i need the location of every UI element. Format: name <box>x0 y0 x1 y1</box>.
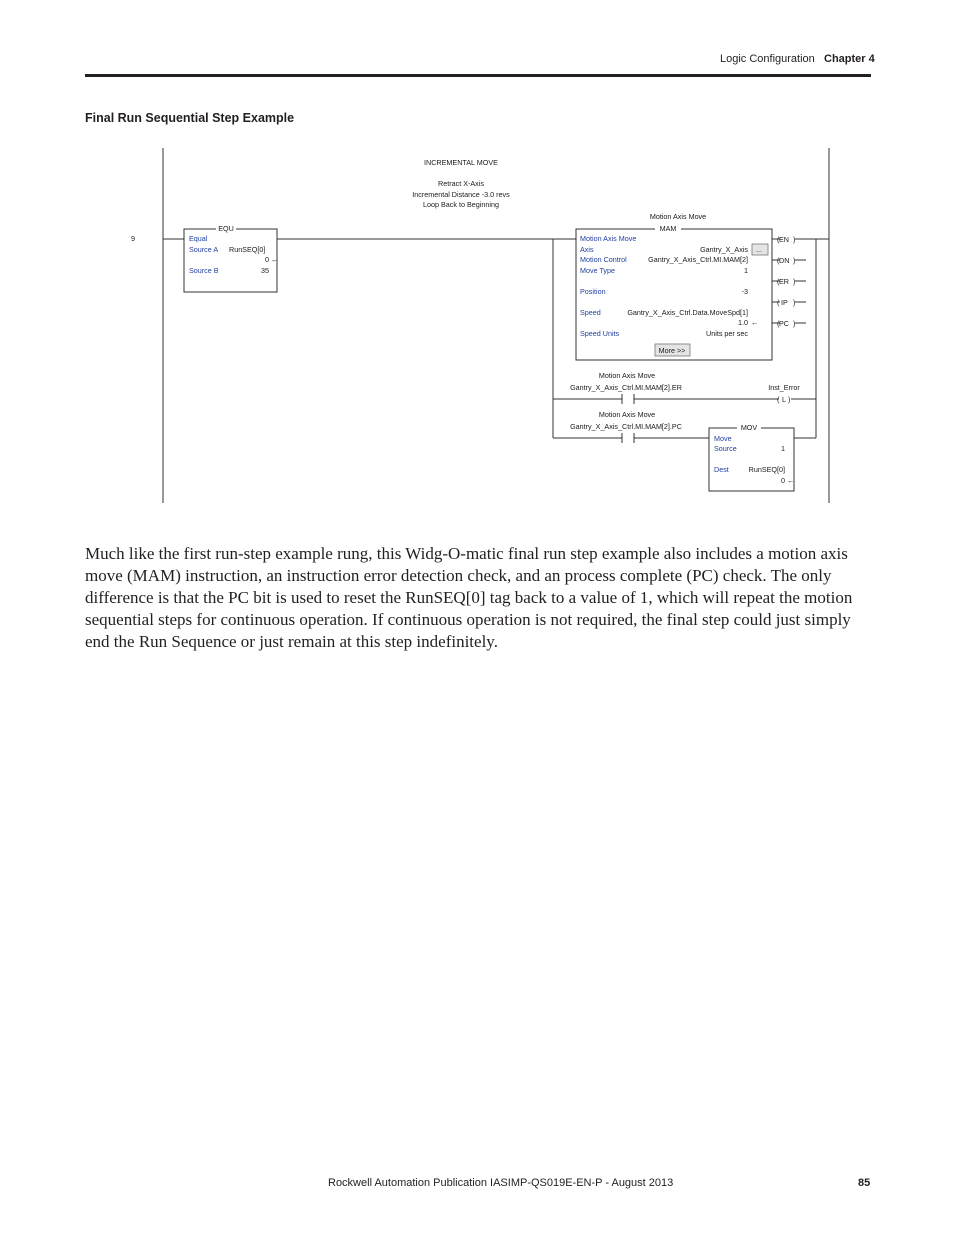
mam-description: Motion Axis Move <box>649 212 707 221</box>
svg-text:←: ← <box>271 255 279 264</box>
svg-text:(: ( <box>777 277 780 286</box>
svg-text:←: ← <box>751 318 759 327</box>
mov-source-value: 1 <box>781 444 785 453</box>
axis-browse-label: ... <box>756 245 762 254</box>
equ-source-a-label: Source A <box>189 245 219 254</box>
mam-speed-value: 1.0 <box>738 318 748 327</box>
footer-publication: Rockwell Automation Publication IASIMP-QS019E-EN-P - August 2013 <box>328 1177 674 1189</box>
mam-motion-control-value: Gantry_X_Axis_Ctrl.MI.MAM[2] <box>648 255 748 264</box>
mam-output-er: ER <box>779 277 789 286</box>
mam-axis-value: Gantry_X_Axis <box>700 245 748 254</box>
mam-speed-label: Speed <box>580 308 601 317</box>
er-coil-tag: Inst_Error <box>768 383 800 392</box>
svg-text:(: ( <box>777 395 780 404</box>
mov-name: MOV <box>740 423 758 432</box>
pc-contact-description: Motion Axis Move <box>598 410 656 419</box>
svg-text:(: ( <box>777 256 780 265</box>
mam-output-pc: PC <box>779 319 789 328</box>
svg-text:(: ( <box>777 319 780 328</box>
mam-position-label: Position <box>580 287 606 296</box>
mam-more-label: More >> <box>658 346 686 355</box>
svg-text:): ) <box>793 298 796 307</box>
mam-axis-label: Axis <box>580 245 594 254</box>
rung-comment-line2: Retract X-Axis <box>438 179 484 188</box>
mam-name: MAM <box>659 224 677 233</box>
er-contact-description: Motion Axis Move <box>598 371 656 380</box>
running-header-section: Logic Configuration <box>720 53 815 65</box>
mam-output-dn: DN <box>779 256 790 265</box>
mam-move-type-label: Move Type <box>580 266 616 275</box>
mam-speed-units-label: Speed Units <box>580 329 620 338</box>
mov-dest-value: 0 <box>781 476 785 485</box>
equ-name: EQU <box>218 224 234 233</box>
equ-source-b-value: 35 <box>261 266 269 275</box>
svg-text:): ) <box>793 277 796 286</box>
equ-source-a-tag: RunSEQ[0] <box>229 245 266 254</box>
svg-text:): ) <box>793 319 796 328</box>
rung-number: 9 <box>131 234 135 243</box>
er-contact-tag: Gantry_X_Axis_Ctrl.MI.MAM[2].ER <box>570 383 682 392</box>
equ-source-a-value: 0 <box>265 255 269 264</box>
mam-output-en: EN <box>779 235 789 244</box>
mov-title: Move <box>714 434 732 443</box>
svg-text:): ) <box>788 395 791 404</box>
figure-title: Final Run Sequential Step Example <box>85 111 295 125</box>
mam-speed-tag: Gantry_X_Axis_Ctrl.Data.MoveSpd[1] <box>627 308 748 317</box>
mam-title: Motion Axis Move <box>580 234 637 243</box>
svg-text:(: ( <box>777 298 780 307</box>
equ-title: Equal <box>189 234 208 243</box>
mam-position-value: -3 <box>741 287 748 296</box>
mam-speed-units-value: Units per sec <box>706 329 748 338</box>
pc-contact-tag: Gantry_X_Axis_Ctrl.MI.MAM[2].PC <box>570 422 682 431</box>
svg-text:(: ( <box>777 235 780 244</box>
mam-move-type-value: 1 <box>744 266 748 275</box>
mam-motion-control-label: Motion Control <box>580 255 627 264</box>
mov-source-label: Source <box>714 444 737 453</box>
mam-output-ip: IP <box>781 298 788 307</box>
equ-source-b-label: Source B <box>189 266 219 275</box>
running-header-chapter: Chapter 4 <box>824 53 875 65</box>
ladder-rung-diagram <box>0 0 954 520</box>
body-paragraph: Much like the first run-step example rung, this Widg-O-matic final run step example also includes a motion axis move (MAM) instruction, an instruction error detection check, and an process complete (PC) check. The only difference is that the PC bit is used to reset the RunSEQ[0] tag back to a value of 1, which will repeat the motion sequential steps for continuous operation. If continuous operation is not required, the final step could just simply end the Run Sequence or just remain at this step indefinitely. <box>85 544 853 651</box>
mov-dest-tag: RunSEQ[0] <box>748 465 785 474</box>
footer-page-number: 85 <box>858 1177 871 1189</box>
svg-text:): ) <box>793 235 796 244</box>
rung-comment-line1: INCREMENTAL MOVE <box>424 158 498 167</box>
rung-comment-line4: Loop Back to Beginning <box>423 200 499 209</box>
mov-dest-label: Dest <box>714 465 729 474</box>
rung-comment-line3: Incremental Distance -3.0 revs <box>412 190 510 199</box>
coil-latch-symbol: L <box>782 395 786 404</box>
svg-text:): ) <box>793 256 796 265</box>
svg-text:←: ← <box>787 476 795 485</box>
